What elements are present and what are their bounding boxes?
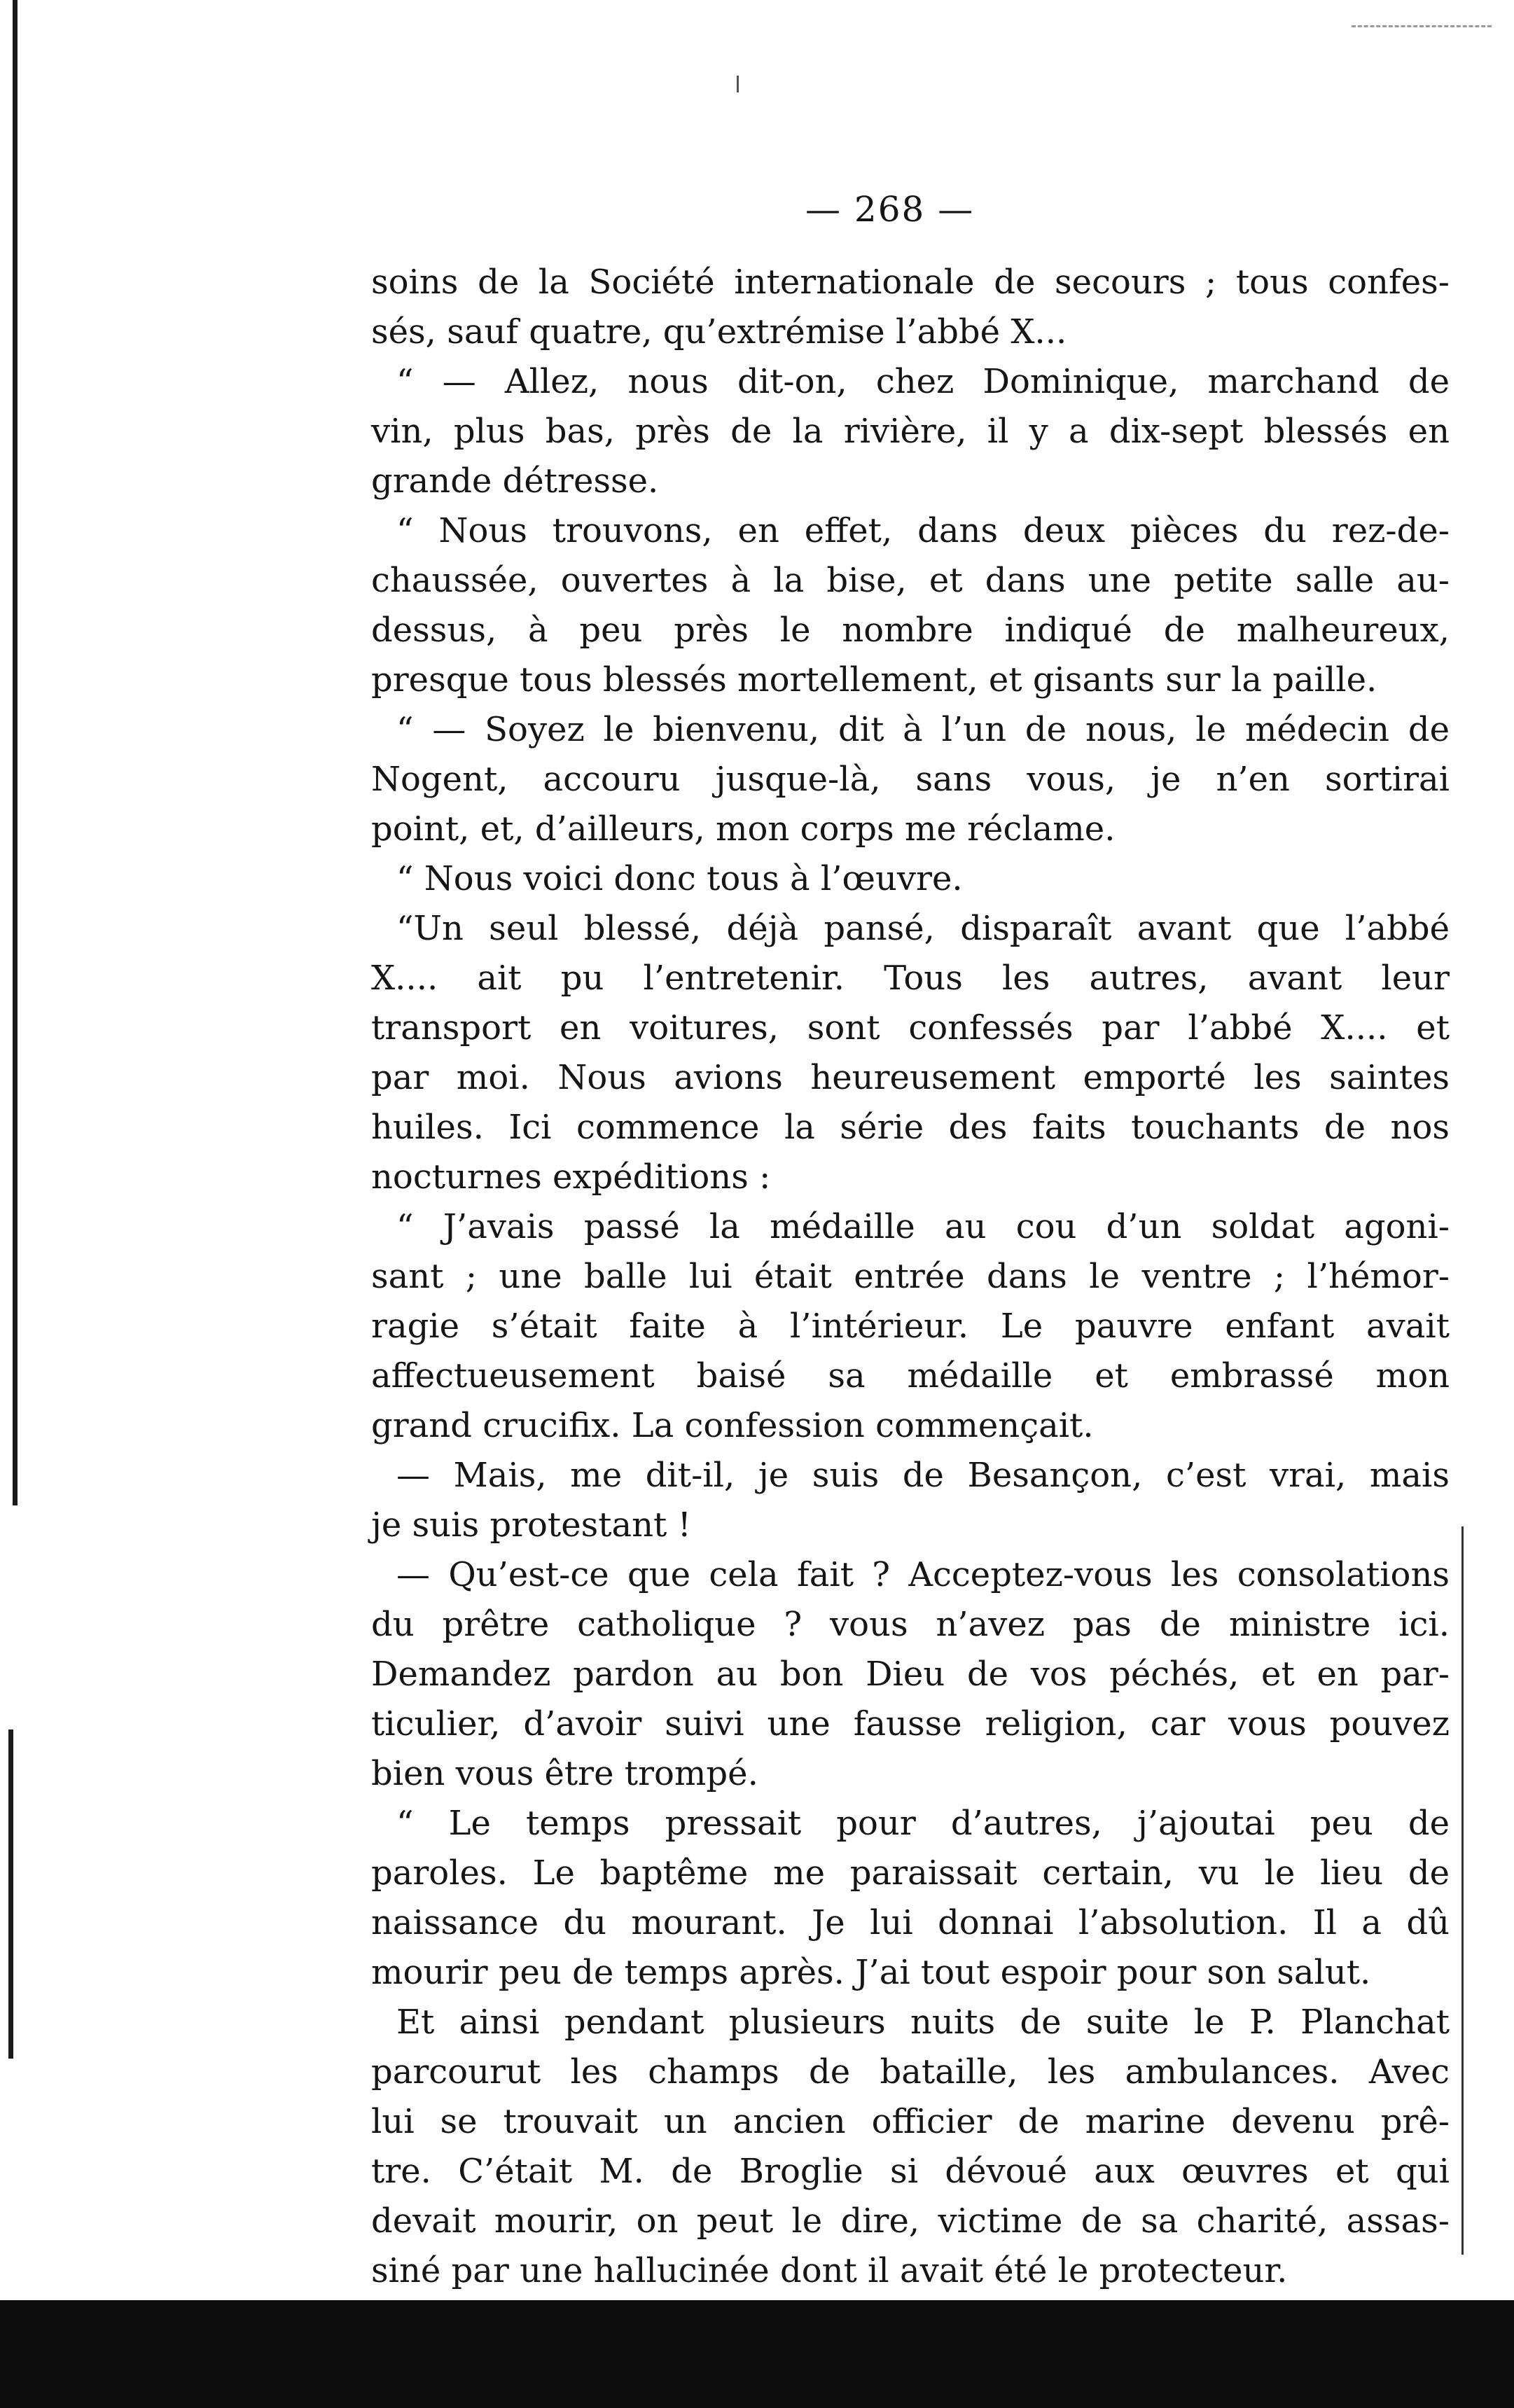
text-line: paroles. Le baptême me paraissait certain, vu le lieu de: [371, 1853, 1450, 1893]
text-line: naissance du mourant. Je lui donnai l’absolution. Il a dû: [371, 1903, 1450, 1942]
text-line: sés, sauf quatre, qu’extrémise l’abbé X...: [371, 312, 1067, 352]
text-line: presque tous blessés mortellement, et gisants sur la paille.: [371, 660, 1377, 700]
text-line: mourir peu de temps après. J’ai tout espoir pour son salut.: [371, 1953, 1371, 1992]
text-line: tre. C’était M. de Broglie si dévoué aux œuvres et qui: [371, 2152, 1450, 2191]
text-line: Et ainsi pendant plusieurs nuits de suite le P. Planchat: [396, 2003, 1450, 2042]
text-line: nocturnes expéditions :: [371, 1157, 771, 1197]
text-line: Nogent, accouru jusque-là, sans vous, je n’en sortirai: [371, 760, 1450, 799]
text-line: devait mourir, on peut le dire, victime de sa charité, assas-: [371, 2201, 1450, 2241]
text-line: dessus, à peu près le nombre indiqué de malheureux,: [371, 611, 1450, 650]
text-line: je suis protestant !: [371, 1505, 691, 1545]
text-line: X.... ait pu l’entretenir. Tous les autres, avant leur: [371, 959, 1450, 998]
scan-left-margin-rule: [13, 0, 18, 1505]
text-line: par moi. Nous avions heureusement emporté les saintes: [371, 1058, 1450, 1097]
text-line: siné par une hallucinée dont il avait été le protecteur.: [371, 2251, 1288, 2290]
text-line: “ Nous trouvons, en effet, dans deux pièces du rez-de-: [396, 511, 1450, 550]
text-line: chaussée, ouvertes à la bise, et dans une petite salle au-: [371, 561, 1450, 600]
text-line: “Un seul blessé, déjà pansé, disparaît avant que l’abbé: [396, 909, 1450, 948]
text-line: — Mais, me dit-il, je suis de Besançon, c’est vrai, mais: [396, 1456, 1450, 1495]
text-line: “ J’avais passé la médaille au cou d’un soldat agoni-: [396, 1207, 1450, 1246]
scan-left-margin-rule-lower: [8, 1730, 13, 2059]
text-line: “ Nous voici donc tous à l’œuvre.: [396, 859, 963, 898]
text-line: “ — Soyez le bienvenu, dit à l’un de nous, le médecin de: [396, 710, 1450, 749]
text-line: — Qu’est-ce que cela fait ? Acceptez-vous les consolations: [396, 1555, 1450, 1594]
text-line: “ Le temps pressait pour d’autres, j’ajoutai peu de: [396, 1804, 1450, 1843]
text-line: parcourut les champs de bataille, les ambulances. Avec: [371, 2052, 1450, 2092]
text-line: bien vous être trompé.: [371, 1754, 758, 1793]
scan-top-right-dash: [1352, 25, 1492, 27]
text-line: sant ; une balle lui était entrée dans le ventre ; l’hémor-: [371, 1257, 1450, 1296]
text-line: transport en voitures, sont confessés par l’abbé X.... et: [371, 1008, 1450, 1048]
text-line: point, et, d’ailleurs, mon corps me réclame.: [371, 809, 1116, 849]
text-line: ragie s’était faite à l’intérieur. Le pauvre enfant avait: [371, 1307, 1450, 1346]
text-line: “ — Allez, nous dit-on, chez Dominique, marchand de: [396, 362, 1450, 401]
scan-bottom-bar: [0, 2300, 1514, 2408]
text-line: soins de la Société internationale de secours ; tous confes-: [371, 263, 1450, 302]
text-line: lui se trouvait un ancien officier de marine devenu prê-: [371, 2102, 1450, 2141]
scan-right-margin-rule: [1461, 1526, 1464, 2255]
scan-top-mark: [737, 76, 739, 92]
body-text: [371, 258, 1450, 2296]
text-line: grande détresse.: [371, 461, 659, 501]
text-line: huiles. Ici commence la série des faits touchants de nos: [371, 1108, 1450, 1147]
text-line: vin, plus bas, près de la rivière, il y a dix-sept blessés en: [371, 412, 1450, 451]
text-line: du prêtre catholique ? vous n’avez pas de ministre ici.: [371, 1605, 1450, 1644]
text-line: ticulier, d’avoir suivi une fausse religion, car vous pouvez: [371, 1704, 1450, 1744]
text-line: Demandez pardon au bon Dieu de vos péchés, et en par-: [371, 1655, 1450, 1694]
text-line: affectueusement baisé sa médaille et embrassé mon: [371, 1356, 1450, 1396]
text-line: grand crucifix. La confession commençait.: [371, 1406, 1094, 1445]
page-number: — 268 —: [805, 189, 975, 230]
